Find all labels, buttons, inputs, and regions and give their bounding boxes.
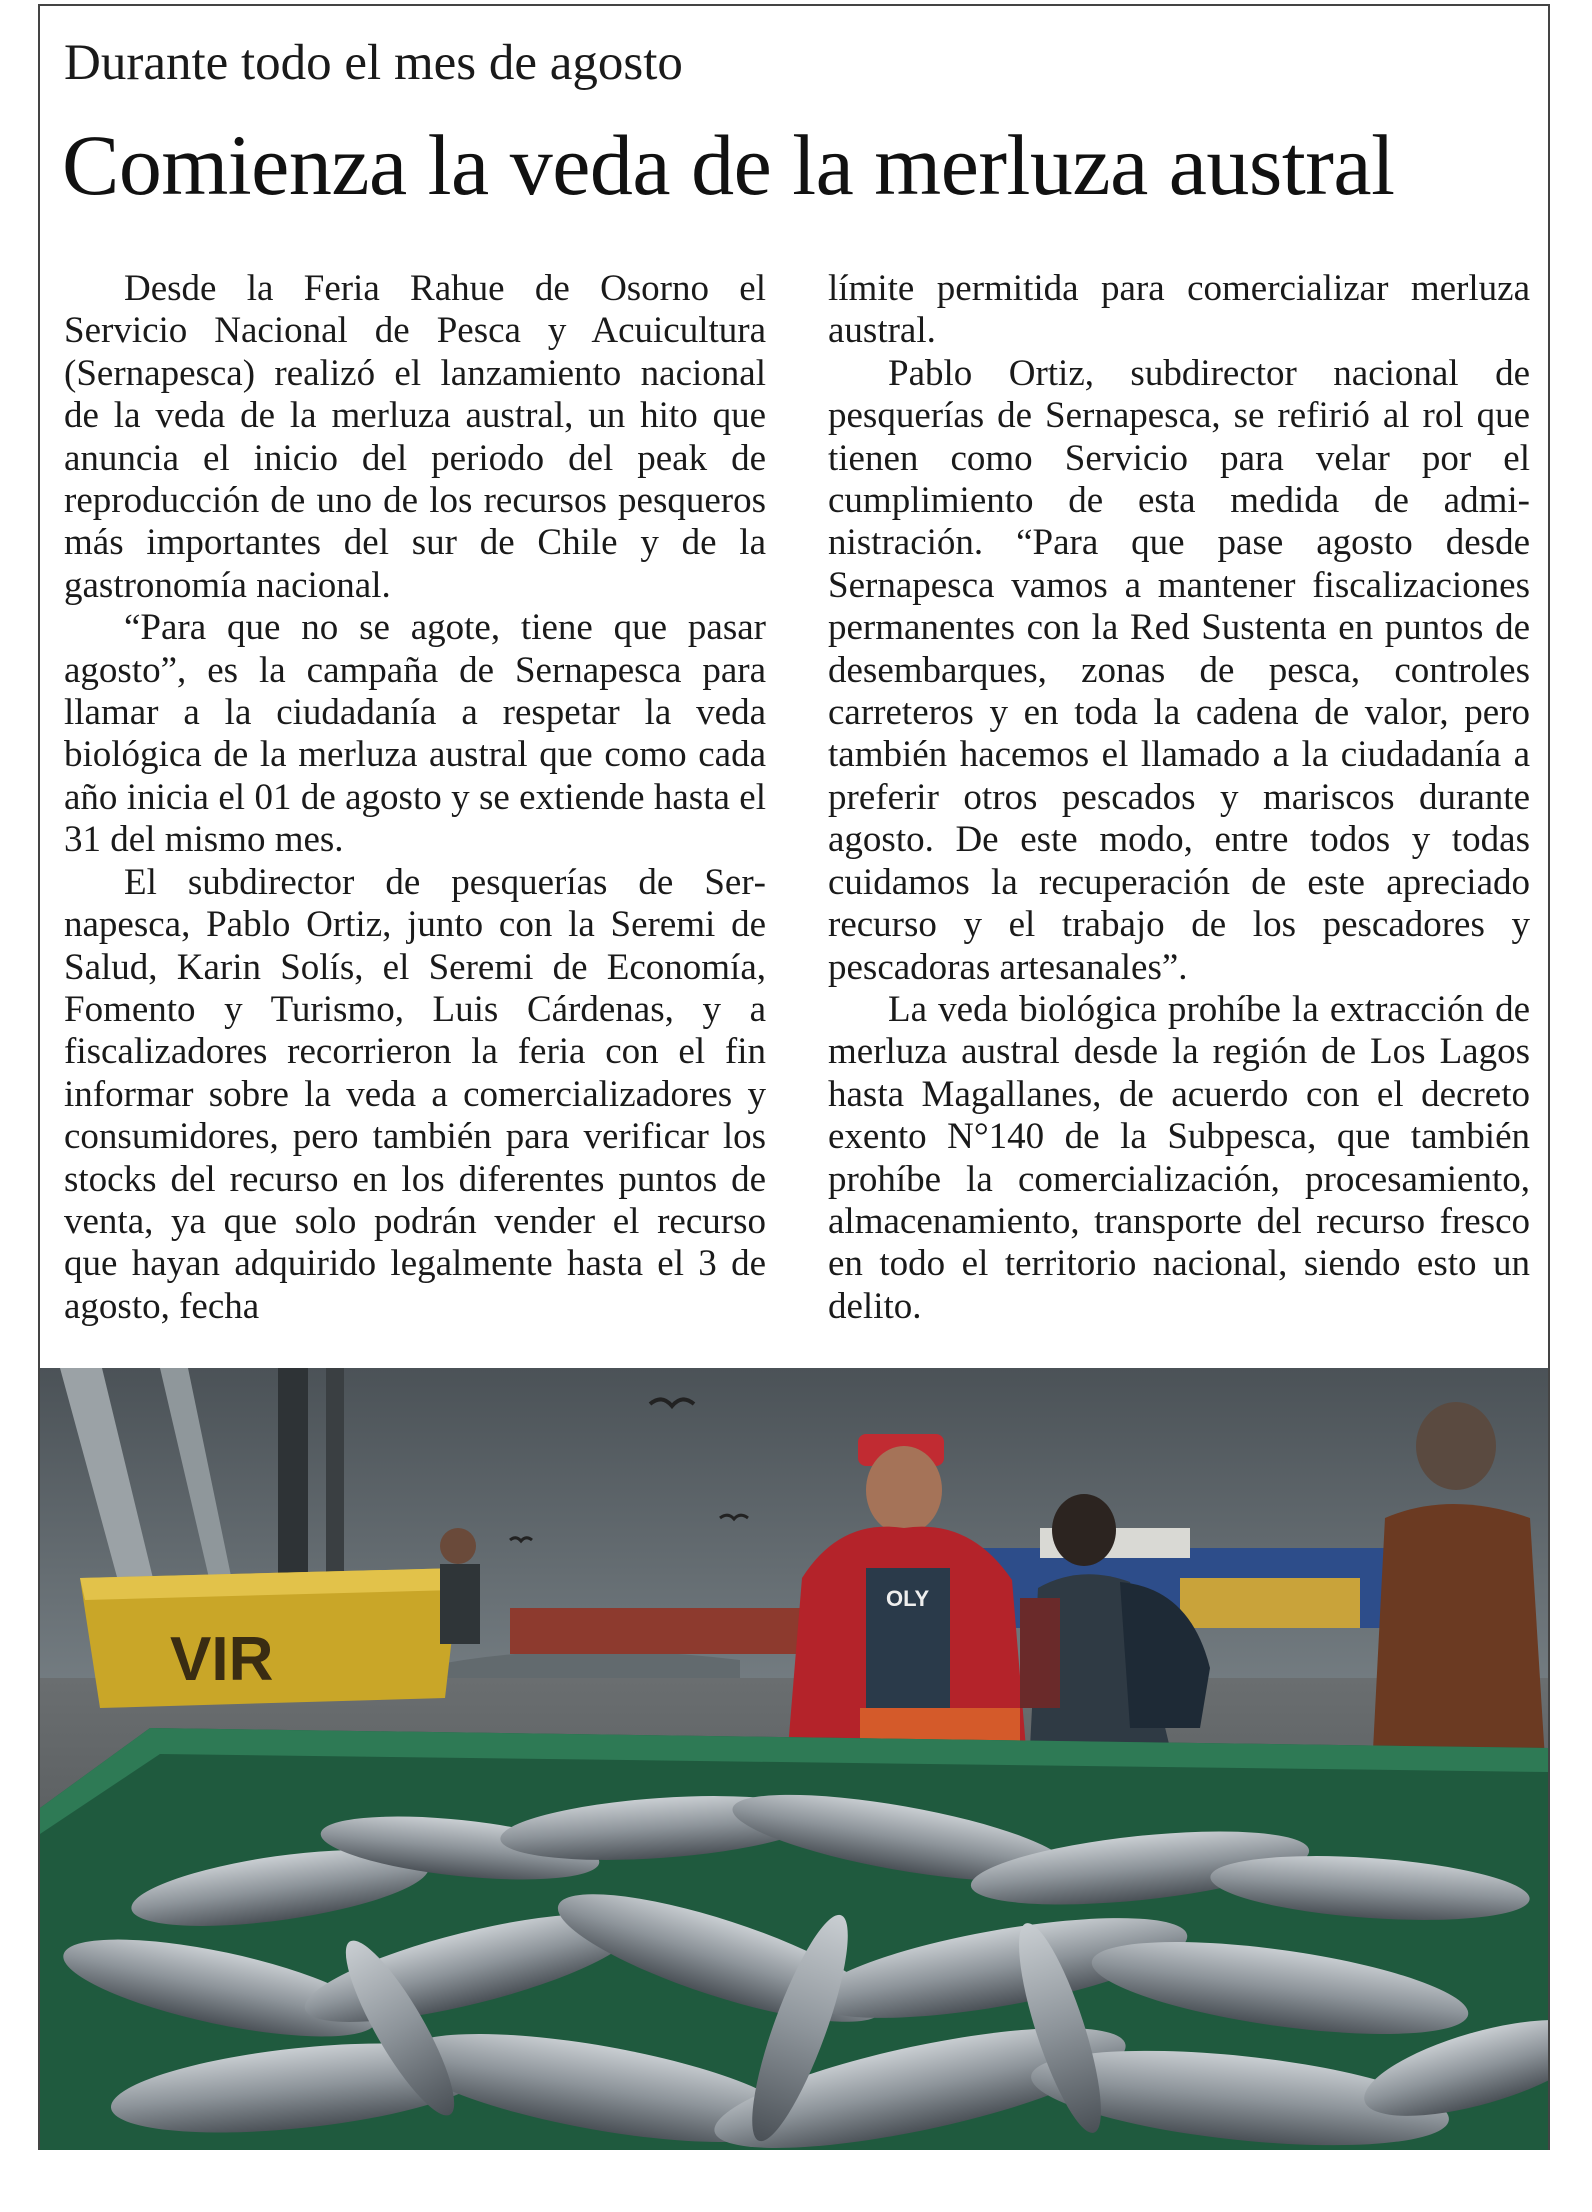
article-headline: Comienza la veda de la merluza austral [62,117,1395,213]
person-head [1052,1494,1116,1566]
article-kicker: Durante todo el mes de agosto [64,35,683,91]
body-paragraph: La veda biológica prohíbe la extracción de merluza austral desde la región de Los Lagos hasta Magallanes, de acuerdo con el decreto exento N°140 de la Subpesca, que también prohíbe la comercialización, procesamiento, almacenamiento, transporte del recurso fresco en todo el territorio nacional, siendo esto un delito. [828,988,1530,1327]
article-photo [40,1368,1548,2150]
body-paragraph: “Para que no se agote, tiene que pasar agosto”, es la campaña de Sernapesca para llamar a la ciudadanía a respetar la veda biológica de la merluza austral que como cada año inicia el 01 de agosto y se extiende hasta el 31 del mismo mes. [64,607,766,861]
boat [510,1608,820,1654]
body-paragraph: Pablo Ortiz, subdirector nacional de pesquerías de Sernapesca, se refirió al rol que tienen como Servicio para velar por el cumplimiento de esta medida de administración. “Para que pase agosto desde Sernapesca vamos a mantener fiscalizaciones permanentes con la Red Sustenta en puntos de desembarques, zonas de pesca, controles carreteros y en toda la cadena de valor, pero también hacemos el llamado a la ciudadanía a preferir otros pescados y mariscos durante agosto. De este modo, entre todos y todas cuidamos la recuperación de este apreciado recurso y el trabajo de los pescadores y pescadoras artesanales”. [828,352,1530,988]
sleeve [1020,1598,1060,1708]
person-head [1416,1402,1496,1490]
fish-market-photo [40,1368,1548,2150]
boat [1180,1578,1360,1628]
article-body [64,268,1530,1348]
crate-marking: VIR [170,1625,274,1694]
body-column-left [64,268,766,1348]
man-face [866,1446,942,1534]
shirt-marking: OLY [886,1586,930,1611]
person-body [440,1564,480,1644]
person-head [440,1528,476,1564]
article-frame [38,4,1550,2150]
body-paragraph: Desde la Feria Rahue de Osorno el Servicio Nacional de Pesca y Acuicultura (Sernapesca) realizó el lanzamiento nacional de la veda de la merluza austral, un hito que anuncia el inicio del periodo del peak de reproducción de uno de los recursos pesqueros más importantes del sur de Chile y de la gastronomía nacional. [64,268,766,606]
body-column-right [828,268,1530,1348]
body-paragraph: El subdirector de pesquerías de Sernapesca, Pablo Ortiz, junto con la Seremi de Salud, Karin Solís, el Seremi de Economía, Fomento y Turismo, Luis Cárdenas, y a fiscalizadores recorrieron la feria con el fin informar sobre la veda a comercializadores y consumidores, pero también para verificar los stocks del recurso en los diferentes puntos de venta, ya que solo podrán vender el recurso que hayan adquirido legalmente hasta el 3 de agosto, fecha [64,861,766,1327]
body-paragraph-continued: límite permitida para comercializar merluza austral. [828,268,1530,352]
